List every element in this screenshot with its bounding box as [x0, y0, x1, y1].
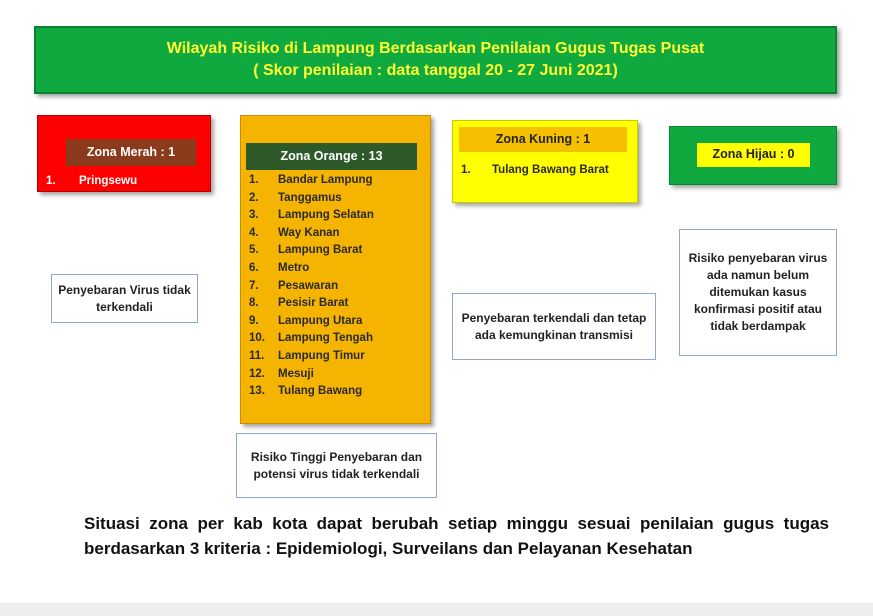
- list-item: 12. Mesuji: [249, 367, 314, 380]
- zone-orange-note: Risiko Tinggi Penyebaran dan potensi virus tidak terkendali: [236, 433, 437, 498]
- zone-merah-note: Penyebaran Virus tidak terkendali: [51, 274, 198, 323]
- zone-hijau-heading: Zona Hijau : 0: [697, 143, 810, 167]
- zone-merah-heading: Zona Merah : 1: [66, 139, 196, 166]
- zone-merah-box: [37, 115, 211, 192]
- list-item: 9. Lampung Utara: [249, 314, 363, 327]
- list-item: 1. Pringsewu: [46, 175, 138, 187]
- zone-hijau-box: [669, 126, 837, 185]
- zone-orange-list: [249, 172, 374, 401]
- list-item: 4. Way Kanan: [249, 226, 340, 239]
- zone-kuning-box: [452, 120, 638, 203]
- zone-orange-box: [240, 115, 431, 424]
- zone-hijau-note: Risiko penyebaran virus ada namun belum ditemukan kasus konfirmasi positif atau tidak berdampak: [679, 229, 837, 356]
- list-item: 7. Pesawaran: [249, 279, 339, 292]
- list-item: 1. Tulang Bawang Barat: [461, 164, 609, 176]
- list-item: 3. Lampung Selatan: [249, 209, 374, 222]
- zone-orange-heading: Zona Orange : 13: [246, 143, 417, 170]
- list-item: 2. Tanggamus: [249, 191, 342, 204]
- bottom-strip: [0, 603, 873, 616]
- list-item: 1. Bandar Lampung: [249, 174, 373, 186]
- title-line-2: ( Skor penilaian : data tanggal 20 - 27 Juni 2021): [253, 62, 618, 79]
- list-item: 6. Metro: [249, 261, 310, 274]
- list-item: 10. Lampung Tengah: [249, 332, 373, 345]
- zone-merah-list: [46, 173, 137, 191]
- zone-kuning-list: [461, 162, 609, 180]
- zone-kuning-note: Penyebaran terkendali dan tetap ada kemungkinan transmisi: [452, 293, 656, 360]
- list-item: 11. Lampung Timur: [249, 349, 365, 362]
- list-item: 13. Tulang Bawang: [249, 385, 363, 398]
- zone-kuning-heading: Zona Kuning : 1: [459, 127, 627, 152]
- list-item: 5. Lampung Barat: [249, 244, 363, 257]
- footer-note: Situasi zona per kab kota dapat berubah setiap minggu sesuai penilaian gugus tugas berdasarkan 3 kriteria : Epidemiologi, Surveilans dan Pelayanan Kesehatan: [84, 514, 829, 558]
- list-item: 8. Pesisir Barat: [249, 297, 349, 310]
- title-line-1: Wilayah Risiko di Lampung Berdasarkan Penilaian Gugus Tugas Pusat: [166, 40, 705, 57]
- title-banner: [34, 26, 837, 94]
